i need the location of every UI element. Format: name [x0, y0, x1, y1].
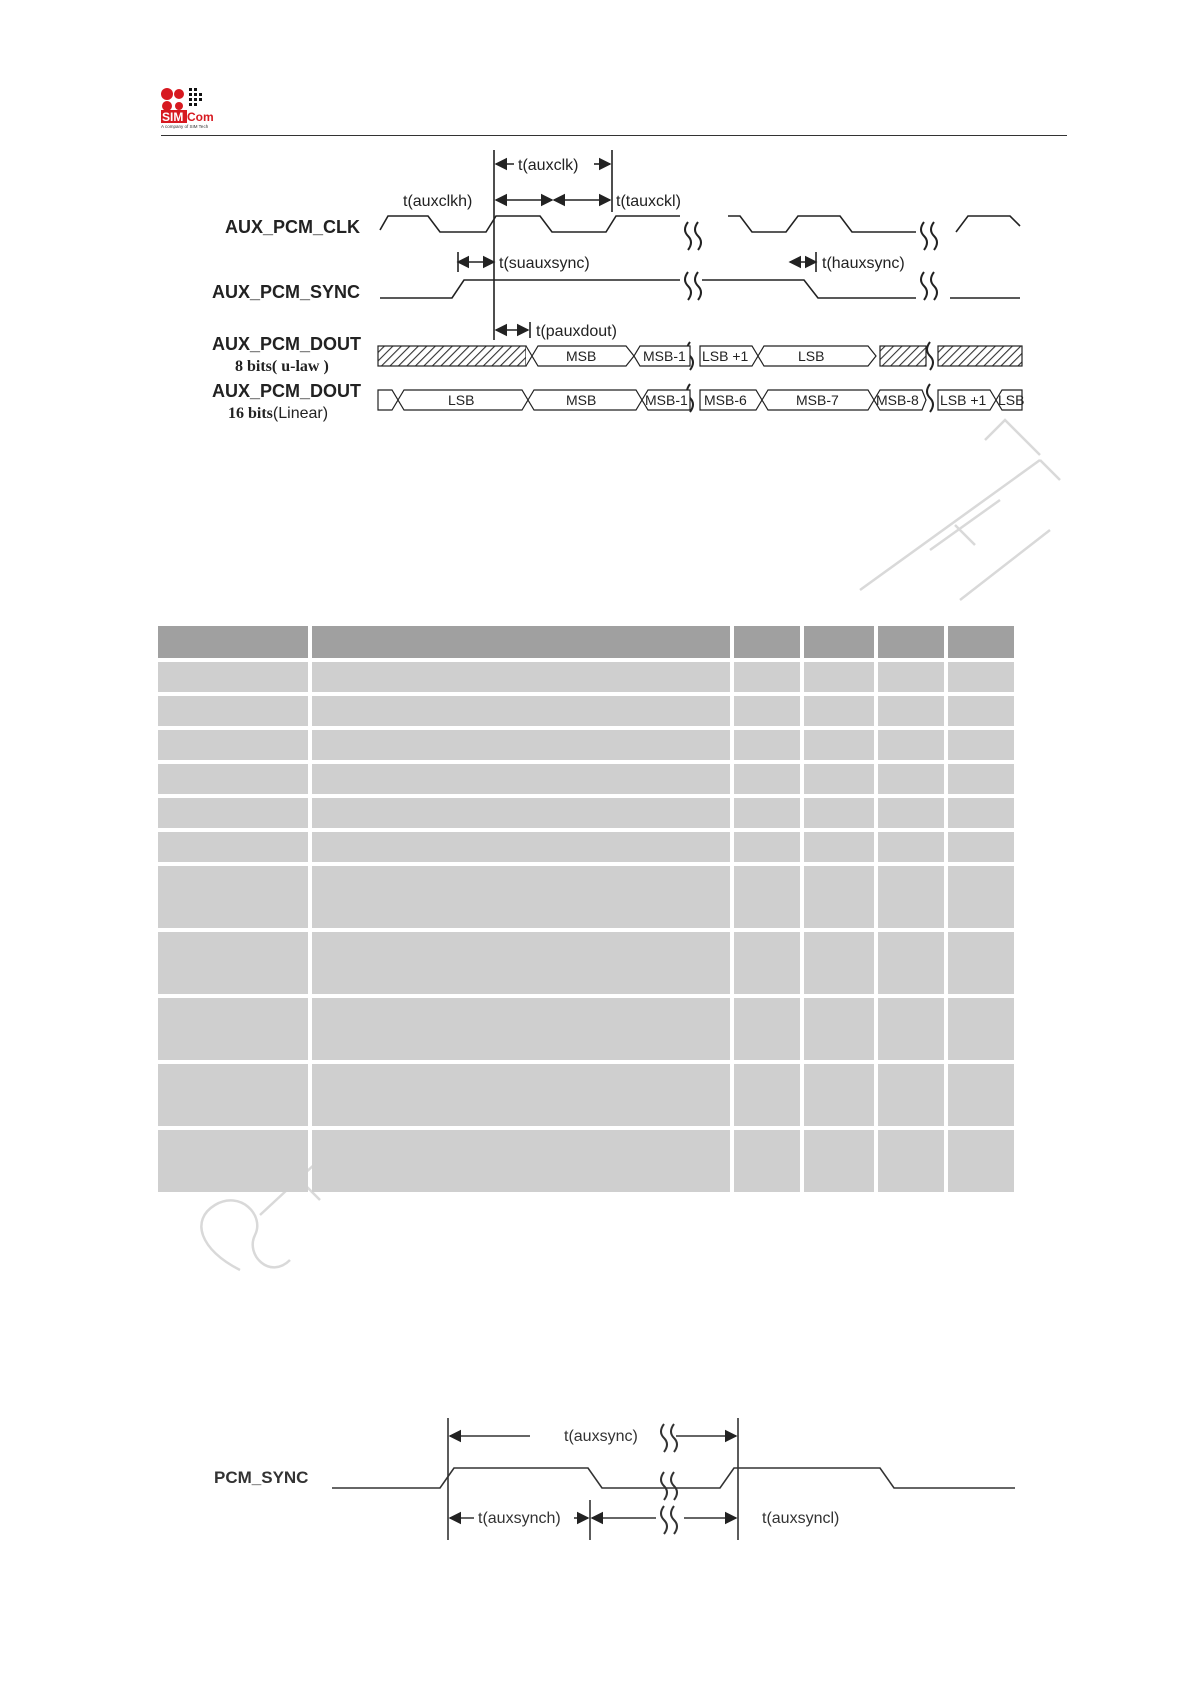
- label-t-suauxsync: t(suauxsync): [499, 255, 590, 272]
- label-aux-pcm-sync: AUX_PCM_SYNC: [212, 282, 361, 302]
- dout16-cell: MSB-6: [704, 392, 747, 408]
- label-aux-pcm-dout-8: AUX_PCM_DOUT: [212, 334, 362, 354]
- svg-text:A company of SIM Tech: A company of SIM Tech: [161, 124, 209, 129]
- dout16-cell: LSB: [998, 392, 1025, 408]
- label-16bits: 16 bits(Linear): [228, 405, 329, 422]
- dout16-cell: LSB: [448, 392, 475, 408]
- label-aux-pcm-dout-16: AUX_PCM_DOUT: [212, 381, 362, 401]
- label-pcm-sync: PCM_SYNC: [214, 1468, 309, 1487]
- dout8-cell: LSB: [798, 348, 825, 364]
- dout8-cell: MSB: [566, 348, 597, 364]
- svg-text:Com: Com: [187, 110, 214, 124]
- dout8-cell: LSB +1: [702, 348, 749, 364]
- dout16-cell: MSB-7: [796, 392, 839, 408]
- label-t-tauxckl: t(tauxckl): [616, 193, 681, 210]
- label-t-hauxsync: t(hauxsync): [822, 255, 905, 272]
- svg-text:SIM: SIM: [162, 110, 184, 124]
- label-8bits: 8 bits( u-law ): [235, 358, 329, 375]
- dout16-cell: LSB +1: [940, 392, 987, 408]
- label-t-pauxdout: t(pauxdout): [536, 323, 617, 340]
- label-t-auxclk: t(auxclk): [518, 157, 579, 174]
- dout16-cell: MSB: [566, 392, 597, 408]
- dout8-cell: MSB-1: [643, 348, 686, 364]
- label-t-auxsynch: t(auxsynch): [478, 1510, 561, 1527]
- label-t-auxsync: t(auxsync): [564, 1428, 638, 1445]
- label-aux-pcm-clk: AUX_PCM_CLK: [225, 217, 361, 237]
- label-t-auxsyncl: t(auxsyncl): [762, 1510, 840, 1527]
- label-t-auxclkh: t(auxclkh): [403, 193, 473, 210]
- dout16-cell: MSB-1: [645, 392, 688, 408]
- dout16-cell: MSB-8: [876, 392, 919, 408]
